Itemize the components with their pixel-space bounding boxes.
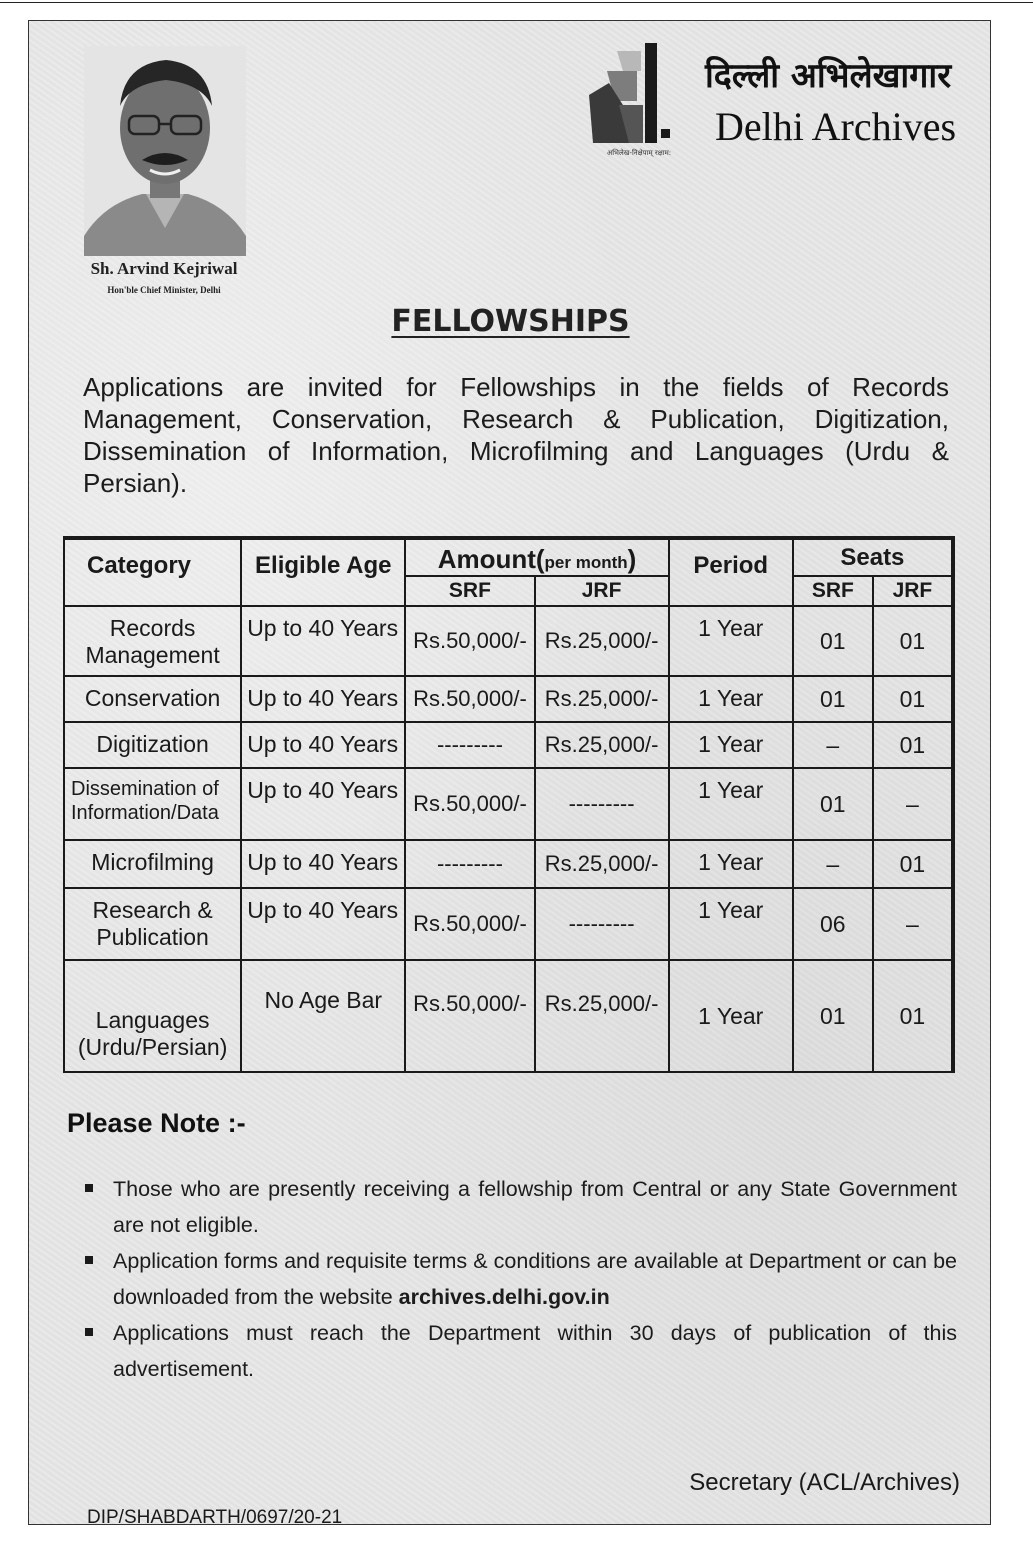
header-amount-label: Amount( — [437, 544, 545, 574]
row-jrf-seats: 01 — [873, 840, 953, 888]
row-age: Up to 40 Years — [241, 768, 405, 840]
row-category: Research & Publication — [64, 888, 241, 960]
note-text: Applications must reach the Department within 30 days of publication of this advertisement. — [113, 1321, 957, 1381]
row-srf-seats: 01 — [793, 676, 873, 722]
header-amount-close: ) — [627, 544, 637, 574]
page-title: FELLOWSHIPS — [391, 304, 630, 339]
row-jrf-amount: --------- — [535, 888, 669, 960]
list-item — [69, 1315, 957, 1387]
list-item — [69, 1171, 957, 1243]
bullet-icon — [85, 1328, 93, 1336]
row-srf-amount: Rs.50,000/- — [405, 888, 534, 960]
delhi-archives-logo-icon — [589, 43, 689, 145]
row-period: 1 Year — [669, 676, 793, 722]
row-srf-amount: Rs.50,000/- — [405, 960, 534, 1072]
header-category: Category — [64, 538, 241, 606]
row-jrf-seats: 01 — [873, 960, 953, 1072]
row-age: Up to 40 Years — [241, 606, 405, 676]
row-period: 1 Year — [669, 606, 793, 676]
row-srf-seats: 01 — [793, 606, 873, 676]
table-row — [64, 676, 953, 722]
row-jrf-seats: – — [873, 888, 953, 960]
logo-english-text: Delhi Archives — [715, 104, 957, 149]
intro-paragraph: Applications are invited for Fellowships in the fields of Records Management, Conservation, Research & Publication, Digitization, Dissemination of Information, Microfilming and Languages (Urdu & Persian). — [83, 372, 949, 498]
website-link[interactable]: archives.delhi.gov.in — [398, 1285, 610, 1309]
header-period: Period — [669, 538, 793, 606]
note-title: Please Note :- — [67, 1108, 246, 1138]
table-row — [64, 768, 953, 840]
note-text: Application forms and requisite terms & conditions are available at Department or can be downloaded from the website — [113, 1249, 957, 1309]
row-period: 1 Year — [669, 768, 793, 840]
header-seats-srf: SRF — [793, 576, 873, 606]
row-category: Dissemination of Information/Data — [64, 768, 241, 840]
row-jrf-amount: Rs.25,000/- — [535, 722, 669, 768]
row-age: Up to 40 Years — [241, 722, 405, 768]
row-category: Records Management — [64, 606, 241, 676]
row-category: Digitization — [64, 722, 241, 768]
row-jrf-seats: – — [873, 768, 953, 840]
row-category: Conservation — [64, 676, 241, 722]
row-period: 1 Year — [669, 722, 793, 768]
table-row — [64, 722, 953, 768]
note-text: Those who are presently receiving a fellowship from Central or any State Government are not eligible. — [113, 1177, 957, 1237]
row-age: Up to 40 Years — [241, 840, 405, 888]
logo-hindi-text: दिल्ली अभिलेखागार — [705, 56, 952, 96]
row-srf-amount: Rs.50,000/- — [405, 606, 534, 676]
row-srf-amount: --------- — [405, 722, 534, 768]
row-srf-seats: 01 — [793, 768, 873, 840]
row-period: 1 Year — [669, 888, 793, 960]
header-amount — [405, 538, 668, 576]
table-row — [64, 840, 953, 888]
row-jrf-amount: Rs.25,000/- — [535, 960, 669, 1072]
row-srf-amount: Rs.50,000/- — [405, 676, 534, 722]
fellowship-table — [63, 536, 955, 1073]
row-jrf-amount: Rs.25,000/- — [535, 606, 669, 676]
table-row — [64, 888, 953, 960]
header-amount-jrf: JRF — [535, 576, 669, 606]
row-srf-seats: – — [793, 722, 873, 768]
row-period: 1 Year — [669, 840, 793, 888]
row-jrf-seats: 01 — [873, 722, 953, 768]
reference-number: DIP/SHABDARTH/0697/20-21 — [87, 1507, 343, 1528]
row-srf-amount: Rs.50,000/- — [405, 768, 534, 840]
advertisement-frame — [28, 20, 991, 1528]
person-title: Hon'ble Chief Minister, Delhi — [107, 285, 221, 295]
row-jrf-amount: Rs.25,000/- — [535, 840, 669, 888]
table-row — [64, 606, 953, 676]
header-amount-srf: SRF — [405, 576, 534, 606]
bullet-icon — [85, 1184, 93, 1192]
top-rule — [0, 2, 1033, 3]
row-age: Up to 40 Years — [241, 676, 405, 722]
row-age: Up to 40 Years — [241, 888, 405, 960]
row-jrf-amount: --------- — [535, 768, 669, 840]
row-jrf-seats: 01 — [873, 676, 953, 722]
row-srf-seats: 01 — [793, 960, 873, 1072]
person-name: Sh. Arvind Kejriwal — [90, 259, 238, 278]
table-row — [64, 960, 953, 1072]
secretary-signature: Secretary (ACL/Archives) — [689, 1469, 960, 1496]
row-jrf-seats: 01 — [873, 606, 953, 676]
row-age: No Age Bar — [241, 960, 405, 1072]
row-jrf-amount: Rs.25,000/- — [535, 676, 669, 722]
table-header-row — [64, 538, 953, 576]
row-category: Languages (Urdu/Persian) — [64, 960, 241, 1072]
row-srf-amount: --------- — [405, 840, 534, 888]
row-category: Microfilming — [64, 840, 241, 888]
logo-motto: अभिलेख-निक्षेपाम् रक्षाम: — [606, 149, 672, 157]
header-amount-note: per month — [544, 553, 628, 572]
list-item — [69, 1243, 957, 1315]
row-srf-seats: – — [793, 840, 873, 888]
chief-minister-portrait — [84, 46, 246, 256]
row-period: 1 Year — [669, 960, 793, 1072]
bullet-icon — [85, 1256, 93, 1264]
notes-list — [69, 1171, 957, 1387]
header-seats-jrf: JRF — [873, 576, 953, 606]
row-srf-seats: 06 — [793, 888, 873, 960]
header-eligible-age: Eligible Age — [241, 538, 405, 606]
header-seats: Seats — [793, 538, 953, 576]
